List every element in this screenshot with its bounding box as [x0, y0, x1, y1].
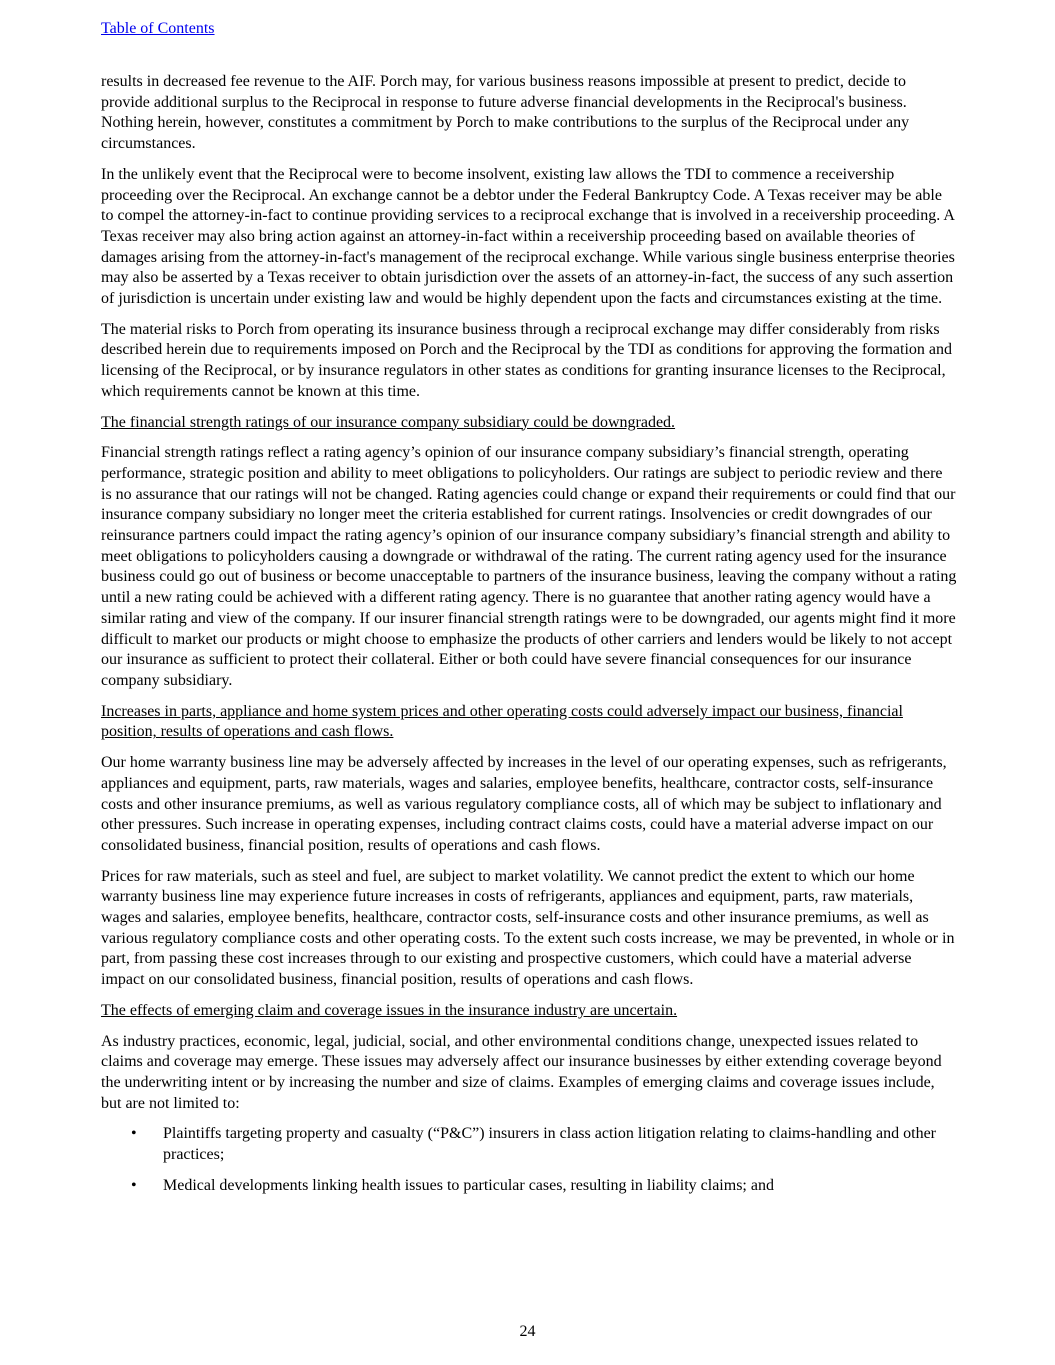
emerging-claims-list: [101, 1124, 957, 1196]
document-body: [101, 72, 957, 1196]
table-of-contents-link[interactable]: Table of Contents: [101, 20, 215, 37]
page-number: 24: [519, 1323, 536, 1340]
bullet-mark: •: [131, 1176, 137, 1194]
paragraph-aif-fee-revenue: results in decreased fee revenue to the AIF. Porch may, for various business reasons impossible at present to predict, decide to provide additional surplus to the Reciprocal in response to future adverse financial developments in the Reciprocal's business. Nothing herein, however, constitutes a commitment by Porch to make contributions to the surplus of the Reciprocal under any circumstances.: [101, 73, 910, 153]
list-item-text: Medical developments linking health issues to particular cases, resulting in liability claims; and: [163, 1176, 774, 1194]
paragraph-material-risks: The material risks to Porch from operating its insurance business through a reciprocal exchange may differ considerably from risks described herein due to requirements imposed on Porch and the Reciprocal by the TDI as conditions for approving the formation and licensing of the Reciprocal, or by insurance regulators in other states as conditions for granting insurance licenses to the Reciprocal, which requirements cannot be known at this time.: [101, 320, 953, 400]
list-item: [101, 1124, 957, 1165]
risk-heading-operating-costs: Increases in parts, appliance and home system prices and other operating costs could adversely impact our business, financial position, results of operations and cash flows.: [101, 702, 903, 741]
list-item: [101, 1176, 957, 1197]
list-item-text: Plaintiffs targeting property and casualty (“P&C”) insurers in class action litigation relating to claims-handling and other practices;: [163, 1125, 936, 1164]
paragraph-financial-strength-ratings: Financial strength ratings reflect a rating agency’s opinion of our insurance company subsidiary’s financial strength, operating performance, strategic position and ability to meet obligations to policyholders. Our ratings are subject to periodic review and there is no assurance that our ratings will not be changed. Rating agencies could change or expand their requirements or could find that our insurance company subsidiary no longer meet the criteria established for current ratings. Insolvencies or credit downgrades of our reinsurance partners could impact the rating agency’s opinion of our insurance company subsidiary’s financial strength and ability to meet obligations to policyholders causing a downgrade or withdrawal of the rating. The current rating agency used for the insurance business could go out of business or become unacceptable to partners of the insurance business, leaving the company without a rating until a new rating could be achieved with a different rating agency. There is no guarantee that another rating agency would have a similar rating and view of the company. If our insurer financial strength ratings were to be downgraded, our agents might find it more difficult to market our products or might choose to emphasize the products of other carriers and lenders would be likely to not accept our insurance as sufficient to protect their collateral. Either or both could have severe financial consequences for our insurance company subsidiary.: [101, 444, 957, 689]
risk-heading-ratings-downgrade: The financial strength ratings of our insurance company subsidiary could be downgraded.: [101, 413, 676, 431]
paragraph-home-warranty-expenses: Our home warranty business line may be adversely affected by increases in the level of our operating expenses, such as refrigerants, appliances and equipment, parts, raw materials, wages and salaries, employee benefits, healthcare, contractor costs, self-insurance costs and other insurance premiums, as well as various regulatory compliance costs, all of which may be subject to inflationary and other pressures. Such increase in operating expenses, including contract claims costs, could have a material adverse impact on our consolidated business, financial position, results of operations and cash flows.: [101, 754, 947, 854]
bullet-mark: •: [131, 1125, 137, 1143]
risk-heading-emerging-claims: The effects of emerging claim and coverage issues in the insurance industry are uncertain.: [101, 1001, 678, 1019]
paragraph-raw-material-prices: Prices for raw materials, such as steel and fuel, are subject to market volatility. We cannot predict the extent to which our home warranty business line may experience future increases in costs of refrigerants, appliances and equipment, parts, raw materials, wages and salaries, employee benefits, healthcare, contractor costs, self-insurance costs and other insurance premiums, as well as various regulatory compliance costs and other operating costs. To the extent such costs increase, we may be prevented, in whole or in part, from passing these cost increases through to our existing and prospective customers, which could have a material adverse impact on our consolidated business, financial position, results of operations and cash flows.: [101, 867, 955, 989]
document-page: [101, 18, 957, 1206]
paragraph-reciprocal-insolvency: In the unlikely event that the Reciprocal were to become insolvent, existing law allows the TDI to commence a receivership proceeding over the Reciprocal. An exchange cannot be a debtor under the Federal Bankruptcy Code. A Texas receiver may be able to compel the attorney-in-fact to continue providing services to a reciprocal exchange that is involved in a receivership proceeding. A Texas receiver may also bring action against an attorney-in-fact within a receivership proceeding based on available theories of damages arising from the attorney-in-fact's management of the reciprocal exchange. While various single business enterprise theories may also be asserted by a Texas receiver to obtain jurisdiction over the assets of an attorney-in-fact, the success of any such assertion of jurisdiction is uncertain under existing law and would be highly dependent upon the facts and circumstances existing at the time.: [101, 165, 955, 308]
paragraph-emerging-claims-intro: As industry practices, economic, legal, judicial, social, and other environmental conditions change, unexpected issues related to claims and coverage may emerge. These issues may adversely affect our insurance businesses by either extending coverage beyond the underwriting intent or by increasing the number and size of claims. Examples of emerging claims and coverage issues include, but are not limited to:: [101, 1032, 942, 1112]
